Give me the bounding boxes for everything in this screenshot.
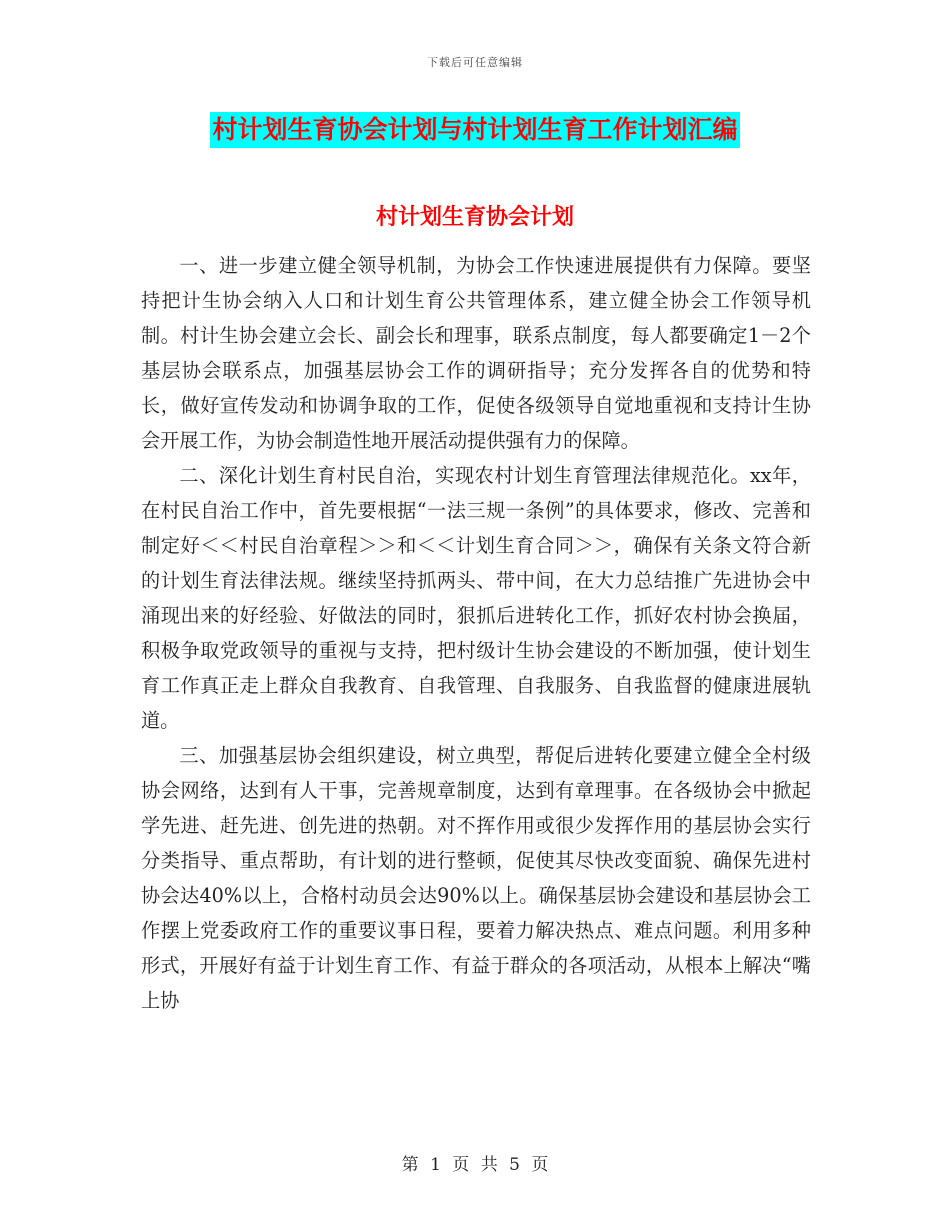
document-body <box>141 248 811 1018</box>
paragraph-1: 一、进一步建立健全领导机制，为协会工作快速进展提供有力保障。要坚持把计生协会纳入人口和计划生育公共管理体系，建立健全协会工作领导机制。村计生协会建立会长、副会长和理事，联系点制度，每人都要确定1－2个基层协会联系点，加强基层协会工作的调研指导；充分发挥各自的优势和特长，做好宣传发动和协调争取的工作，促使各级领导自觉地重视和支持计生协会开展工作，为协会制造性地开展活动提供强有力的保障。 <box>141 254 811 452</box>
document-title-wrapper <box>0 112 950 148</box>
paragraph-3: 三、加强基层协会组织建设，树立典型，帮促后进转化要建立健全全村级协会网络，达到有人干事，完善规章制度，达到有章理事。在各级协会中掀起学先进、赶先进、创先进的热朝。对不挥作用或很少发挥作用的基层协会实行分类指导、重点帮助，有计划的进行整顿，促使其尽快改变面貌、确保先进村协会达40%以上，合格村动员会达90%以上。确保基层协会建设和基层协会工作摆上党委政府工作的重要议事日程，要着力解决热点、难点问题。利用多种形式，开展好有益于计划生育工作、有益于群众的各项活动，从根本上解决“嘴上协 <box>141 744 811 1012</box>
section-title: 村计划生育协会计划 <box>375 204 574 230</box>
header-note: 下载后可任意编辑 <box>427 56 523 69</box>
paragraph-2: 二、深化计划生育村民自治，实现农村计划生育管理法律规范化。xx年，在村民自治工作中，首先要根据“一法三规一条例”的具体要求，修改、完善和制定好＜＜村民自治章程＞＞和＜＜计划生育合同＞＞，确保有关条文符合新的计划生育法律法规。继续坚持抓两头、带中间，在大力总结推广先进协会中涌现出来的好经验、好做法的同时，狠抓后进转化工作，抓好农村协会换届，积极争取党政领导的重视与支持，把村级计生协会建设的不断加强，使计划生育工作真正走上群众自我教育、自我管理、自我服务、自我监督的健康进展轨道。 <box>141 464 811 732</box>
document-title: 村计划生育协会计划与村计划生育工作计划汇编 <box>210 112 739 148</box>
page-number-footer: 第 1 页 共 5 页 <box>401 1155 549 1175</box>
